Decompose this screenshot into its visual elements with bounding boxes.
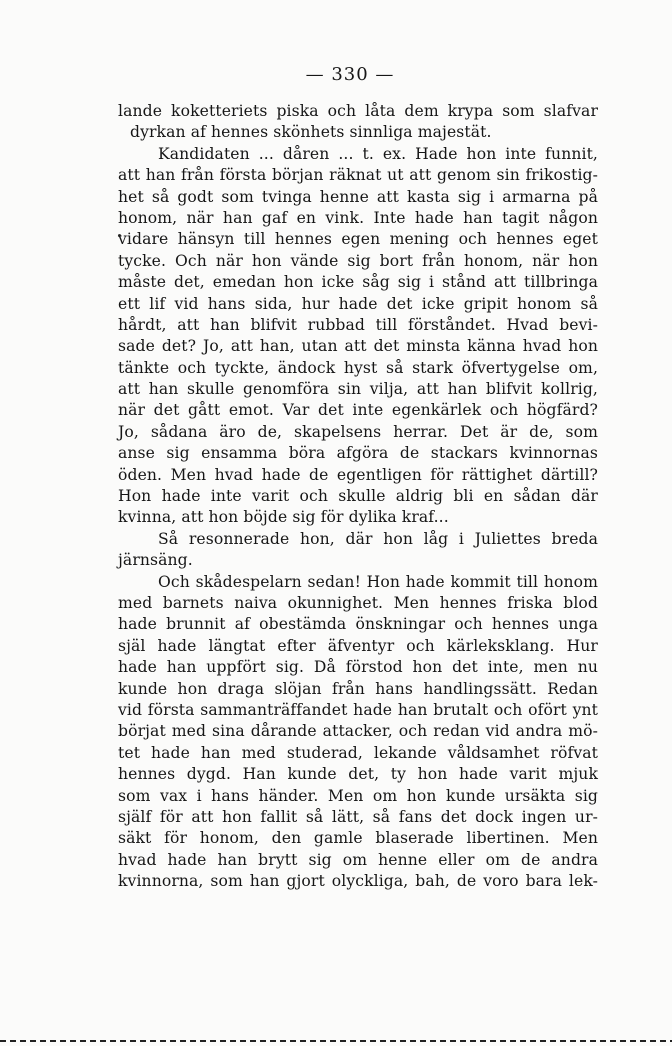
text-line: dyrkan af hennes skönhets sinnliga majestät. [130, 123, 492, 142]
text-line: anse sig ensamma böra afgöra de stackars kvinnornas [118, 444, 598, 463]
text-line: tet hade han med studerad, lekande våldsamhet röfvat [118, 743, 598, 762]
text-line: hårdt, att han blifvit rubbad till förståndet. Hvad bevi- [118, 315, 598, 334]
text-line: hennes dygd. Han kunde det, ty hon hade varit mjuk [118, 765, 598, 784]
text-line: ett lif vid hans sida, hur hade det icke gripit honom så [118, 294, 598, 313]
text-line: lande koketteriets piska och låta dem krypa som slafvar [118, 102, 598, 120]
text-line: kvinnorna, som han gjort olyckliga, bah, de voro bara lek- [118, 872, 598, 891]
text-line: Och skådespelarn sedan! Hon hade kommit till honom [158, 572, 598, 591]
text-line: hvad hade han brytt sig om henne eller om de andra [118, 850, 598, 869]
text-line: vidare hänsyn till hennes egen mening och hennes eget [118, 230, 598, 249]
text-line: hade han uppfört sig. Då förstod hon det inte, men nu [118, 658, 598, 677]
text-line: börjat med sina dårande attacker, och redan vid andra mö- [118, 722, 598, 741]
text-line: kunde hon draga slöjan från hans handlingssätt. Redan [118, 679, 598, 698]
text-line: sade det? Jo, att han, utan att det minsta känna hvad hon [118, 337, 598, 356]
text-line: vid första sammanträffandet hade han brutalt och ofört ynt [118, 700, 598, 719]
page-number: — 330 — [305, 64, 395, 85]
text-line: kvinna, att hon böjde sig för dylika kraf... [118, 508, 449, 527]
text-line: att han från första början räknat ut att genom sin frikostig- [118, 166, 598, 185]
text-line: järnsäng. [118, 551, 193, 570]
text-line: själ hade längtat efter äfventyr och kärleksklang. Hur [118, 636, 598, 655]
text-line: när det gått emot. Var det inte egenkärlek och högfärd? [118, 401, 598, 420]
text-line: Så resonnerade hon, där hon låg i Juliettes breda [158, 529, 598, 548]
body-text [118, 101, 598, 892]
text-line: tycke. Och när hon vände sig bort från honom, när hon [118, 251, 598, 270]
text-line: säkt för honom, den gamle blaserade libertinen. Men [118, 829, 598, 848]
text-line: Hon hade inte varit och skulle aldrig bli en sådan där [118, 487, 598, 506]
text-line: honom, när han gaf en vink. Inte hade han tagit någon [118, 208, 598, 227]
text-line: själf för att hon fallit så lätt, så fans det dock ingen ur- [118, 807, 598, 826]
text-line: tänkte och tyckte, ändock hyst så stark öfvertygelse om, [118, 358, 598, 377]
text-line: het så godt som tvinga henne att kasta sig i armarna på [118, 187, 598, 206]
text-line: öden. Men hvad hade de egentligen för rättighet därtill? [118, 465, 598, 484]
text-line: måste det, emedan hon icke såg sig i stånd att tillbringa [118, 273, 598, 292]
page-edge-rule [0, 1040, 672, 1042]
text-line: med barnets naiva okunnighet. Men hennes friska blod [118, 593, 598, 612]
text-line: att han skulle genomföra sin vilja, att han blifvit kollrig, [118, 380, 598, 399]
text-line: Kandidaten ... dåren ... t. ex. Hade hon inte funnit, [158, 144, 598, 163]
text-line: Jo, sådana äro de, skapelsens herrar. Det är de, som [118, 422, 598, 441]
text-line: hade brunnit af obestämda önskningar och hennes unga [118, 615, 598, 634]
text-line: som vax i hans händer. Men om hon kunde ursäkta sig [118, 786, 598, 805]
